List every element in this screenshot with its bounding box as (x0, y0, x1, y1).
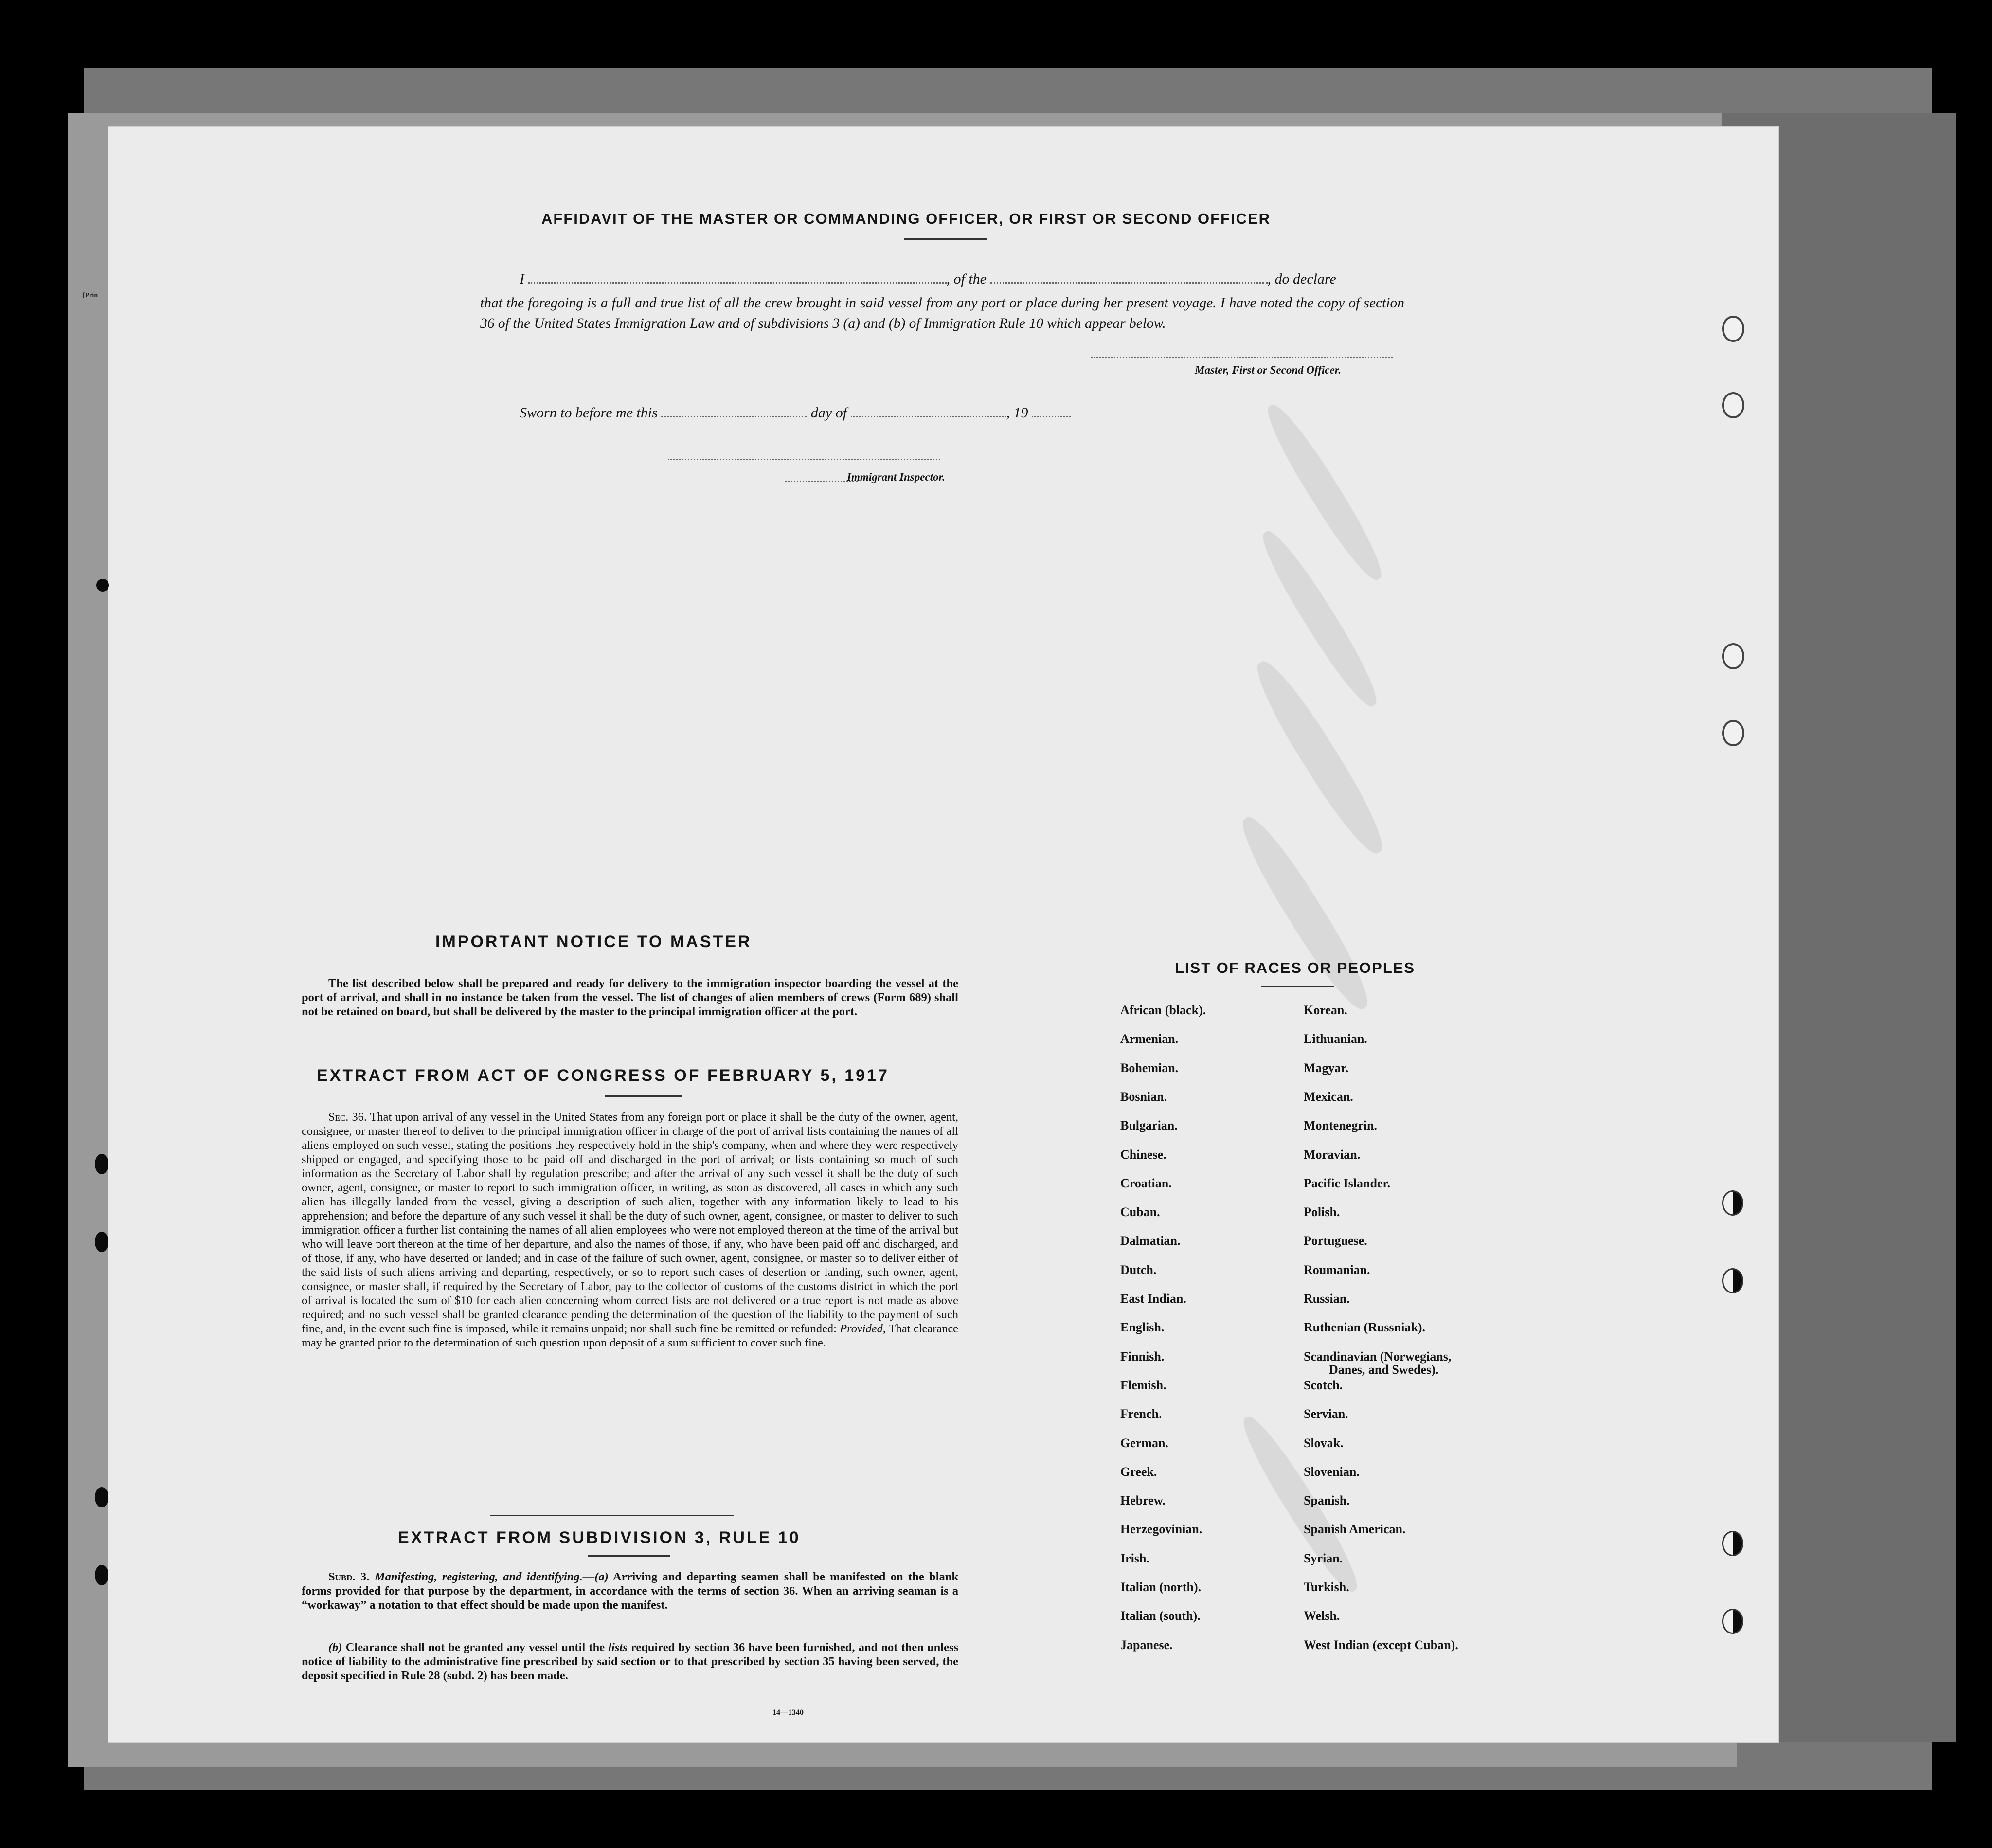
race-entry: English. (1120, 1320, 1165, 1335)
para-b-text-2: required by section 36 have been furnished, and not then unless notice of liability to the administrative fine prescribed by said section or to that prescribed by section 35 having been served, the deposit specified in Rule 28 (subd. 2) has been made. (302, 1641, 959, 1682)
race-entry-label: Polish. (1304, 1205, 1340, 1220)
divider (605, 1095, 682, 1097)
notice-text: The list described below shall be prepared and ready for delivery to the immigration inspector boarding the vessel at the port of arrival, and shall in no instance be taken from the vessel. The list of changes of alien members of crews (Form 689) shall not be retained on board, but shall be delivered by the master to the principal immigration officer at the port. (302, 977, 958, 1018)
race-entry-label: Syrian. (1304, 1551, 1343, 1565)
race-entry: Flemish. (1120, 1378, 1166, 1392)
punch-hole (95, 1487, 108, 1507)
race-entry-label: Pacific Islander. (1304, 1176, 1391, 1190)
sworn-prefix: Sworn to before me this (520, 405, 658, 421)
race-entry (1304, 1465, 1360, 1479)
race-entry (1304, 1292, 1350, 1306)
race-entry (1304, 1378, 1343, 1393)
vessel-blank[interactable] (990, 282, 1268, 284)
para-b-label: (b) (328, 1641, 342, 1654)
para-a-label: —(a) (582, 1570, 609, 1583)
month-blank[interactable] (851, 415, 1006, 417)
form-number: 14—1340 (772, 1708, 804, 1717)
race-entry: Chinese. (1120, 1147, 1166, 1162)
race-entry-label: Welsh. (1304, 1609, 1340, 1623)
race-entry: Italian (south). (1120, 1609, 1201, 1623)
race-entry-label: Turkish. (1304, 1580, 1349, 1594)
race-entry-label: Spanish. (1304, 1493, 1350, 1508)
race-entry-label: Lithuanian. (1304, 1032, 1367, 1046)
extract-rule-title: EXTRACT FROM SUBDIVISION 3, RULE 10 (398, 1528, 801, 1547)
signature-blank[interactable] (1091, 356, 1393, 358)
punch-hole (95, 1154, 108, 1174)
race-entry: Japanese. (1120, 1637, 1173, 1652)
race-entry (1304, 1148, 1360, 1162)
punch-hole (1722, 643, 1744, 669)
race-entry-label: Slovak. (1304, 1435, 1344, 1450)
sworn-line (520, 405, 1071, 421)
race-entry: Bulgarian. (1120, 1118, 1178, 1133)
race-entry (1304, 1493, 1350, 1508)
race-entry-label: Scandinavian (Norwegians, (1304, 1349, 1452, 1364)
divider (588, 1555, 670, 1557)
para-b-text-1: Clearance shall not be granted any vessel until the (345, 1641, 605, 1654)
race-entry: Hebrew. (1120, 1493, 1166, 1508)
rule-para-a (302, 1570, 958, 1612)
punch-hole (1722, 316, 1744, 342)
race-entry-label: Roumanian. (1304, 1262, 1370, 1277)
race-entry: Dalmatian. (1120, 1234, 1181, 1248)
race-entry: Armenian. (1120, 1032, 1179, 1046)
races-title: LIST OF RACES OR PEOPLES (1175, 959, 1416, 976)
race-entry (1304, 1407, 1348, 1421)
race-entry (1304, 1436, 1344, 1451)
race-entry-label: Magyar. (1304, 1060, 1349, 1075)
of-the-label: , of the (946, 271, 987, 287)
race-entry (1304, 1349, 1451, 1376)
race-entry (1304, 1551, 1343, 1566)
inspector-blank[interactable] (668, 458, 940, 460)
race-entry (1304, 1320, 1425, 1335)
race-entry (1304, 1638, 1458, 1652)
extract-act-text (302, 1110, 958, 1350)
race-entry-label: Montenegrin. (1304, 1118, 1377, 1133)
race-entry (1304, 1609, 1340, 1623)
punch-hole (1722, 1190, 1743, 1216)
race-entry (1304, 1205, 1340, 1220)
affidavit-title: AFFIDAVIT OF THE MASTER OR COMMANDING OFFICER, OR FIRST OR SECOND OFFICER (541, 210, 1271, 227)
affidavit-text: that the foregoing is a full and true list of all the crew brought in said vessel from any port or place during her present voyage. I have noted the copy of section 36 of the United States Immigration Law and of subdivisions 3 (a) and (b) of Immigration Rule 10 which appear below. (480, 295, 1404, 331)
race-entry (1304, 1234, 1367, 1248)
inspector-caption: Immigrant Inspector. (847, 471, 945, 483)
race-entry-label: Mexican. (1304, 1089, 1353, 1104)
race-entry: Cuban. (1120, 1205, 1160, 1220)
race-entry-label: Moravian. (1304, 1147, 1361, 1162)
race-entry-label: Scotch. (1304, 1378, 1343, 1392)
subd-label: Subd. (328, 1570, 356, 1583)
name-blank[interactable] (528, 282, 947, 284)
year-blank[interactable] (1032, 415, 1071, 417)
subd-heading: Manifesting, registering, and identifying. (374, 1570, 583, 1583)
punch-hole (1722, 1531, 1743, 1556)
race-entry (1304, 1003, 1347, 1018)
divider (490, 1515, 734, 1516)
day-blank[interactable] (661, 415, 807, 417)
race-entry (1304, 1118, 1377, 1133)
race-entry: Herzegovinian. (1120, 1522, 1202, 1537)
punch-hole (1722, 392, 1744, 418)
race-entry-label: West Indian (except Cuban). (1304, 1637, 1458, 1652)
subd-number: 3. (360, 1570, 370, 1583)
race-entry (1304, 1580, 1349, 1595)
para-b-lists: lists (608, 1641, 628, 1654)
punch-hole (96, 579, 109, 592)
race-entry: French. (1120, 1407, 1162, 1421)
race-entry (1304, 1263, 1370, 1277)
race-entry-label: Spanish American. (1304, 1522, 1406, 1537)
race-entry: Greek. (1120, 1464, 1157, 1479)
race-entry-label: Slovenian. (1304, 1464, 1360, 1479)
race-entry (1304, 1061, 1348, 1076)
day-of-label: day of (810, 405, 847, 421)
race-entry: East Indian. (1120, 1292, 1186, 1306)
margin-fragment: [Prin (83, 292, 98, 299)
year-prefix: , 19 (1006, 405, 1028, 421)
race-entry-label: Portuguese. (1304, 1234, 1367, 1248)
para-a-text: Arriving and departing seamen shall be manifested on the blank forms provided for that purpose by the department, in accordance with the terms of section 36. When an arriving seaman is a “workaway” a notation to that effect should be made upon the manifest. (302, 1570, 959, 1612)
punch-hole (95, 1565, 108, 1585)
divider (1261, 986, 1334, 987)
divider (904, 238, 987, 240)
race-entry: Croatian. (1120, 1176, 1172, 1190)
signature-caption: Master, First or Second Officer. (1195, 364, 1342, 376)
race-entry-label: Servian. (1304, 1407, 1348, 1421)
race-entry-label: Korean. (1304, 1003, 1347, 1017)
affidavit-declaration-line (520, 271, 1336, 287)
race-entry: Finnish. (1120, 1349, 1165, 1364)
race-entry: Bosnian. (1120, 1089, 1167, 1104)
race-entry (1304, 1090, 1353, 1104)
race-entry (1304, 1176, 1390, 1191)
rule-para-b (302, 1640, 958, 1683)
extract-act-title: EXTRACT FROM ACT OF CONGRESS OF FEBRUARY 5, 1917 (317, 1066, 889, 1085)
section-36-text: 36. That upon arrival of any vessel in the United States from any foreign port or place it shall be the duty of the owner, agent, consignee, or master thereof to deliver to the principal immigration officer in charge of the port of arrival lists containing the names of all aliens employed on such vessel, stating the positions they respectively hold in the ship's company, when and where they were respectively shipped or engaged, and specifying those to be paid off and discharged in the port of arrival; or lists containing so much of such information as the Secretary of Labor shall by regulation prescribe; and after the arrival of any such vessel it shall be the duty of such owner, agent, consignee, or master to report to such immigration officer, in writing, as soon as discovered, all cases in which any such alien has illegally landed from the vessel, giving a description of such alien, together with any information likely to lead to his apprehension; and before the departure of any such vessel it shall be the duty of such owner, agent, consignee, or master to deliver to such immigration officer a further list containing the names of all alien employees who were not employed thereon at the time of the arrival but who will leave port thereon at the time of her departure, and also the names of those, if any, who have been paid off and discharged, and of those, if any, who have deserted or landed; and in case of the failure of such owner, agent, consignee, or master so to deliver either of the said lists of such aliens arriving and departing, respectively, or so to report such cases of desertion or landing, such owner, agent, consignee, or master shall, if required by the Secretary of Labor, pay to the collector of customs of the customs district in which the port of arrival is located the sum of $10 for each alien concerning whom correct lists are not delivered or a true report is not made as above required; and no such vessel shall be granted clearance pending the determination of the question of the liability to the payment of such fine, and, in the event such fine is imposed, while it remains unpaid; nor shall such fine be remitted or refunded: (302, 1111, 959, 1335)
proviso-text: That clearance may be granted prior to the determination of such question upon deposit of a sum sufficient to cover such fine. (302, 1322, 959, 1349)
race-entry-label: Russian. (1304, 1292, 1350, 1306)
punch-hole (1722, 1609, 1743, 1634)
affidavit-pronoun: I (520, 271, 524, 287)
race-entry: African (black). (1120, 1003, 1206, 1017)
race-entry-continuation: Danes, and Swedes). (1329, 1362, 1439, 1377)
section-label: Sec. (328, 1111, 349, 1124)
race-entry (1304, 1032, 1367, 1046)
race-entry: Irish. (1120, 1551, 1149, 1565)
punch-hole (1722, 720, 1744, 746)
race-entry: Bohemian. (1120, 1060, 1179, 1075)
race-entry-label: Ruthenian (Russniak). (1304, 1320, 1425, 1335)
proviso-word: Provided, (840, 1322, 886, 1335)
punch-hole (95, 1232, 108, 1252)
race-entry: German. (1120, 1435, 1168, 1450)
race-entry: Dutch. (1120, 1262, 1157, 1277)
do-declare-label: , do declare (1267, 271, 1336, 287)
race-entry: Italian (north). (1120, 1580, 1202, 1594)
document-page (108, 127, 1778, 1742)
race-entry (1304, 1522, 1406, 1537)
punch-hole (1722, 1268, 1743, 1293)
notice-title: IMPORTANT NOTICE TO MASTER (435, 933, 752, 951)
